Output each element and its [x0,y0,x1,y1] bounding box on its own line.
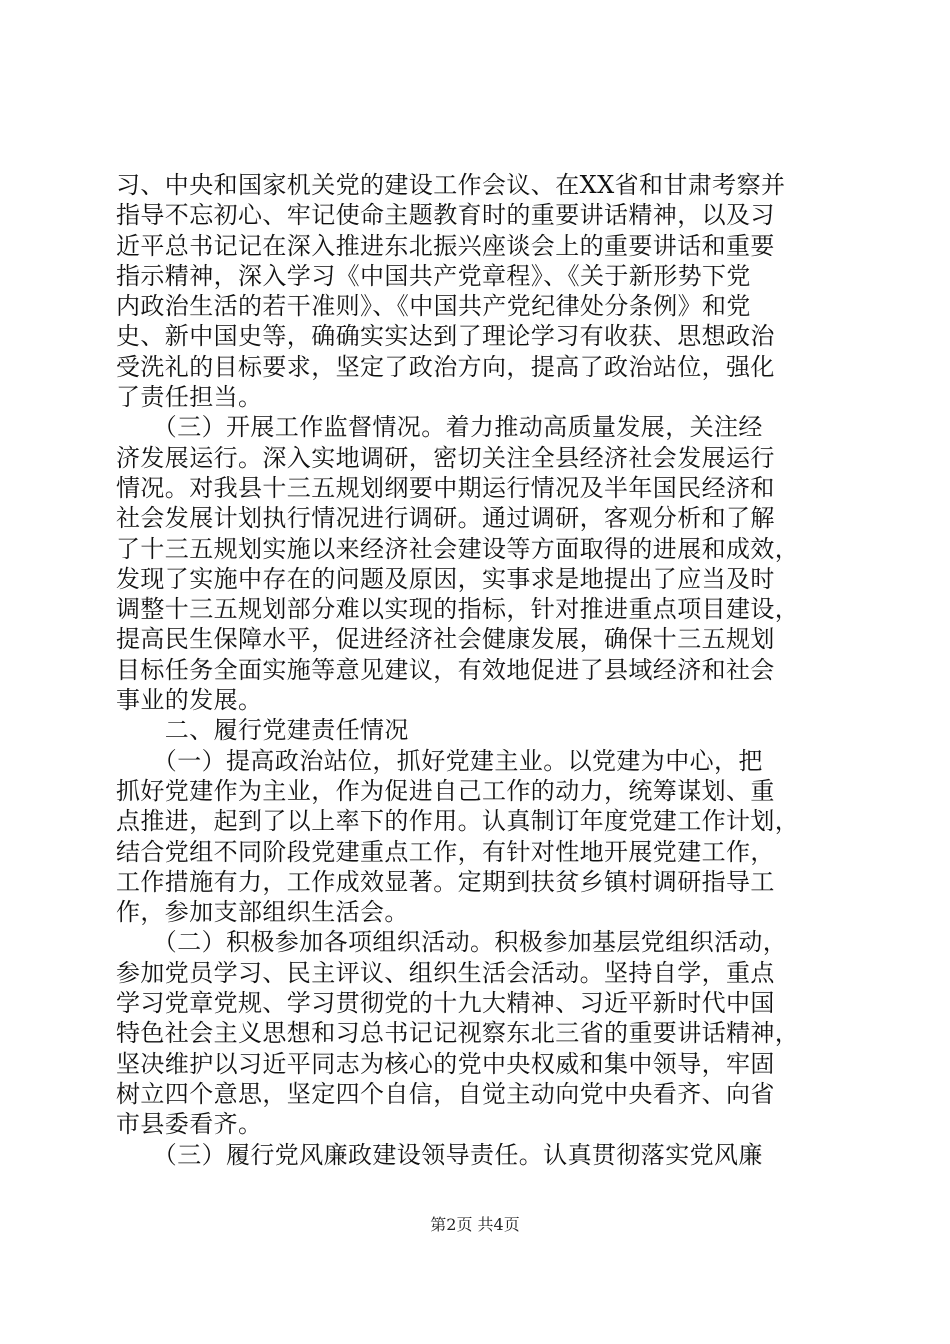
text-line: 作，参加支部组织生活会。 [116,898,409,927]
text-line: 指示精神，深入学习《中国共产党章程》、《关于新形势下党 [116,261,751,290]
text-line: 社会发展计划执行情况进行调研。通过调研，客观分析和了解 [116,504,775,533]
text-line: 内政治生活的若干准则》、《中国共产党纪律处分条例》和党 [116,292,751,321]
text-line: 学习党章党规、学习贯彻党的十九大精神、习近平新时代中国 [116,989,775,1018]
text-line: 树立四个意思，坚定四个自信，自觉主动向党中央看齐、向省 [116,1079,775,1108]
text-line: 调整十三五规划部分难以实现的指标，针对推进重点项目建设， [116,595,800,624]
text-line: （三）开展工作监督情况。着力推动高质量发展，关注经 [116,413,763,442]
text-line: 习、中央和国家机关党的建设工作会议、在XX省和甘肃考察并 [116,171,786,199]
text-line: 受洗礼的目标要求，坚定了政治方向，提高了政治站位，强化 [116,352,775,381]
text-line: 指导不忘初心、牢记使命主题教育时的重要讲话精神，以及习 [116,201,775,230]
text-line: 点推进，起到了以上率下的作用。认真制订年度党建工作计划， [116,807,800,836]
text-line: 近平总书记记在深入推进东北振兴座谈会上的重要讲话和重要 [116,231,775,260]
text-line: 二、履行党建责任情况 [116,716,409,745]
text-line: 市县委看齐。 [116,1110,263,1139]
text-line: 了十三五规划实施以来经济社会建设等方面取得的进展和成效， [116,534,800,563]
page-footer: 第2页 共4页 [430,1215,520,1234]
text-line: （一）提高政治站位，抓好党建主业。以党建为中心，把 [116,746,763,775]
text-line: 了责任担当。 [116,383,263,412]
text-line: 参加党员学习、民主评议、组织生活会活动。坚持自学，重点 [116,958,775,987]
text-line: （二）积极参加各项组织活动。积极参加基层党组织活动， [116,928,788,957]
text-line: 提高民生保障水平，促进经济社会健康发展，确保十三五规划 [116,625,775,654]
text-line: 坚决维护以习近平同志为核心的党中央权威和集中领导，牢固 [116,1049,775,1078]
text-line: 史、新中国史等，确确实实达到了理论学习有收获、思想政治 [116,322,775,351]
text-line: 抓好党建作为主业，作为促进自己工作的动力，统筹谋划、重 [116,776,775,805]
text-line: 特色社会主义思想和习总书记记视察东北三省的重要讲话精神， [116,1019,800,1048]
document-body [116,170,836,1170]
text-line: 济发展运行。深入实地调研，密切关注全县经济社会发展运行 [116,443,775,472]
text-line: 结合党组不同阶段党建重点工作，有针对性地开展党建工作， [116,837,775,866]
text-line: 事业的发展。 [116,686,263,715]
text-line: 发现了实施中存在的问题及原因，实事求是地提出了应当及时 [116,564,775,593]
text-line: 目标任务全面实施等意见建议，有效地促进了县域经济和社会 [116,655,775,684]
text-line: 工作措施有力，工作成效显著。定期到扶贫乡镇村调研指导工 [116,867,775,896]
text-line: 情况。对我县十三五规划纲要中期运行情况及半年国民经济和 [116,473,775,502]
text-line: （三）履行党风廉政建设领导责任。认真贯彻落实党风廉 [116,1140,763,1169]
